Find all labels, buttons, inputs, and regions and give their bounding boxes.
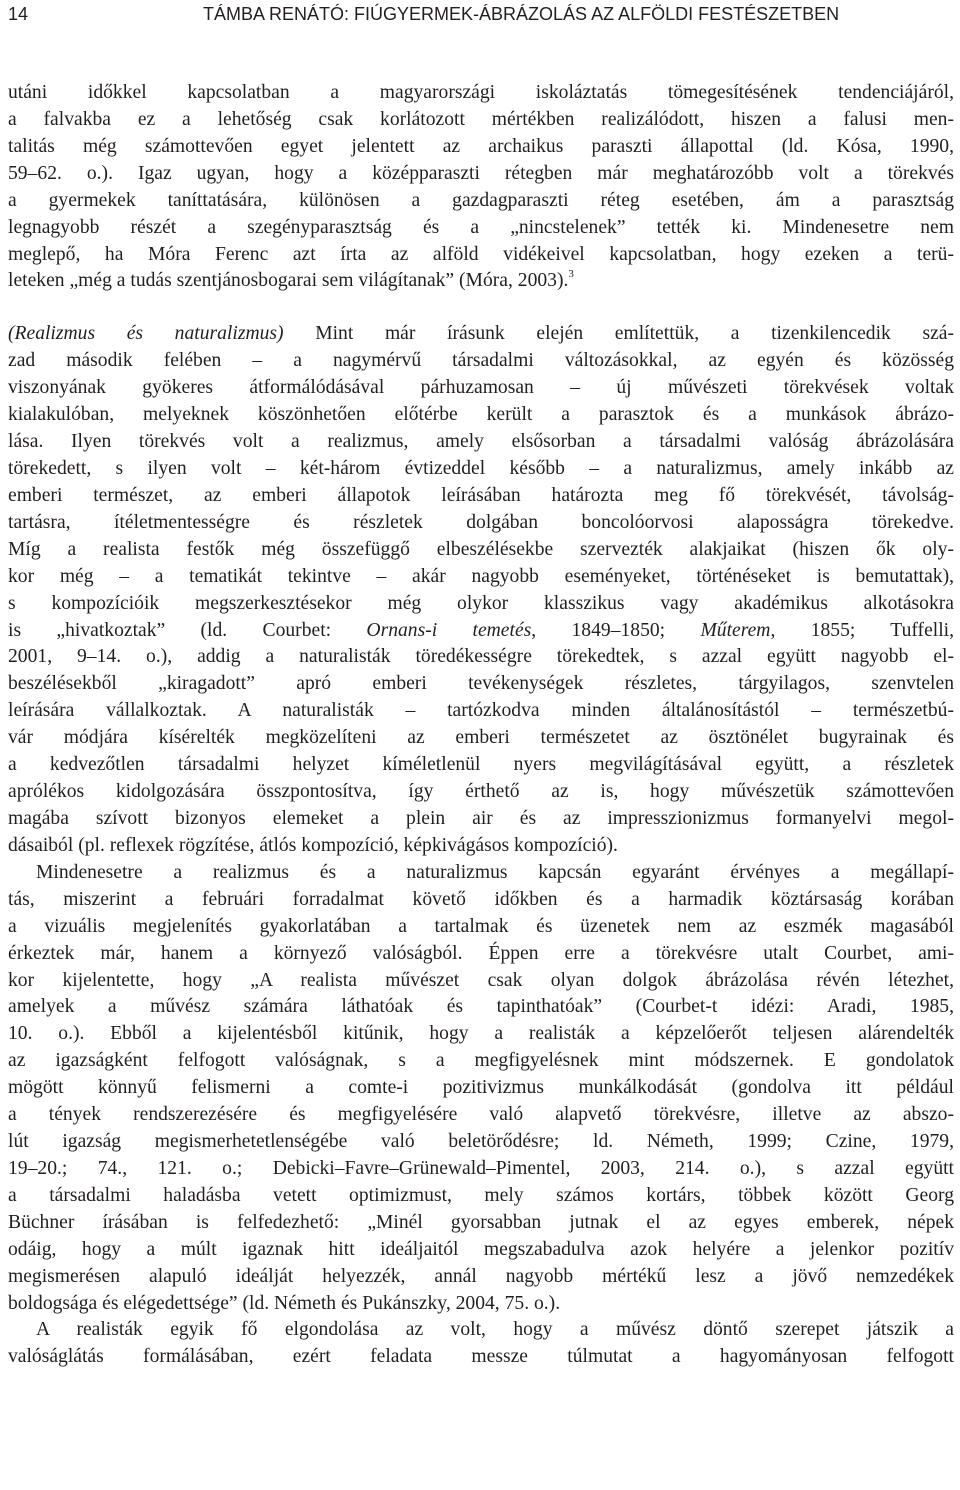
text-line: emberi természet, az emberi állapotok leírásában határozta meg fő törekvését, távolság- (8, 484, 954, 506)
text-line-content: , 1855; Tuffelli, (770, 619, 955, 641)
running-title: TÁMBA RENÁTÓ: FIÚGYERMEK-ÁBRÁZOLÁS AZ ALFÖLDI FESTÉSZETBEN (203, 4, 840, 24)
text-line: a tények rendszerezésére és megfigyelésére való alapvető törekvésre, illetve az abszo- (8, 1104, 954, 1126)
paragraph-3 (8, 860, 954, 1318)
text-line: 10. o.). Ebből a kijelentésből kitűnik, hogy a realisták a képzelőerőt teljesen alárendelték (8, 1023, 954, 1045)
text-line: lása. Ilyen törekvés volt a realizmus, amely elsősorban a társadalmi valóság ábrázolására (8, 431, 954, 453)
section-heading: (Realizmus és naturalizmus) (8, 323, 284, 345)
footnote-mark: 3 (568, 268, 574, 281)
text-line-content: Mint már írásunk elején említettük, a tizenkilencedik szá- (283, 323, 954, 345)
artwork-title: Műterem (700, 619, 771, 641)
text-line: beszélésekből „kiragadott” apró emberi tevékenységek részletes, tárgyilagos, szenvtelen (8, 673, 954, 695)
text-line: utáni időkkel kapcsolatban a magyarországi iskoláztatás tömegesítésének tendenciájáról, (8, 82, 954, 103)
text-line: magába szívott bizonyos elemeket a plein air és az impresszionizmus formanyelvi megol- (8, 807, 954, 829)
page-number: 14 (8, 4, 29, 24)
text-line: dásaiból (pl. reflexek rögzítése, átlós kompozíció, képkivágásos kompozíció). (8, 834, 618, 856)
text-line: amelyek a művész számára láthatóak és tapinthatóak” (Courbet-t idézi: Aradi, 1985, (8, 996, 954, 1018)
text-line: viszonyának gyökeres átformálódásával párhuzamosan – új művészeti törekvések voltak (8, 377, 954, 399)
text-line: kialakulóban, melyeknek köszönhetően előtérbe került a parasztok és a munkások ábrázo- (8, 404, 954, 426)
text-line: kor kijelentette, hogy „A realista művészet csak olyan dolgok ábrázolása révén létezhet, (8, 969, 954, 991)
text-line: mögött könnyű felismerni a comte-i pozitivizmus munkálkodását (gondolva itt például (8, 1077, 954, 1099)
text-line: 19–20.; 74., 121. o.; Debicki–Favre–Grünewald–Pimentel, 2003, 214. o.), s azzal együtt (8, 1157, 954, 1179)
text-line: törekedett, s ilyen volt – két-három évtizeddel később – a naturalizmus, amely inkább az (8, 457, 954, 479)
text-line: kor még – a tematikát tekintve – akár nagyobb eseményeket, történéseket is bemutattak), (8, 565, 954, 587)
text-line (8, 321, 954, 348)
text-line: legnagyobb részét a szegényparasztság és a „nincstelenek” tették ki. Mindenesetre nem (8, 216, 954, 238)
paragraph-2 (8, 321, 954, 859)
text-line-content: is „hivatkoztak” (ld. Courbet: (8, 619, 367, 641)
text-line (8, 618, 954, 645)
text-line: Mindenesetre a realizmus és a naturalizmus kapcsán egyaránt érvényes a megállapí- (36, 861, 954, 883)
text-line-content: leteken „még a tudás szentjánosbogarai sem világítanak” (Móra, 2003). (8, 270, 569, 292)
text-line: tartásra, ítéletmentességre és részletek dolgában boncolóorvosi alaposságra törekedve. (8, 511, 954, 533)
text-line: zad második felében – a nagymérvű társadalmi változásokkal, az egyén és közösség (8, 350, 954, 372)
text-line: lút igazság megismerhetetlenségébe való beletörődésre; ld. Németh, 1999; Czine, 1979, (8, 1131, 954, 1153)
text-line: leírására vállalkoztak. A naturalisták – tartózkodva minden általánosítástól – természetbú- (8, 700, 954, 722)
text-line: tás, miszerint a februári forradalmat követő időkben és a harmadik köztársaság korában (8, 888, 954, 910)
text-line: odáig, hogy a múlt igaznak hitt ideáljaitól megszabadulva azok helyére a jelenkor pozitív (8, 1238, 954, 1260)
text-line: meglepő, ha Móra Ferenc azt írta az alföld vidékeivel kapcsolatban, hogy ezeken a terü- (8, 243, 954, 265)
body-text (8, 80, 954, 1371)
text-line-content: , 1849–1850; (531, 619, 701, 641)
text-line: a kedvezőtlen társadalmi helyzet kíméletlenül nyers megvilágításával együtt, a részletek (8, 754, 954, 776)
paragraph-1 (8, 80, 954, 295)
text-line: A realisták egyik fő elgondolása az volt, hogy a művész döntő szerepet játszik a (36, 1319, 954, 1341)
text-line: 59–62. o.). Igaz ugyan, hogy a középparaszti rétegben már meghatározóbb volt a törekvés (8, 162, 954, 184)
text-line (8, 268, 954, 295)
text-line: a gyermekek taníttatására, különösen a gazdagparaszti réteg esetében, ám a parasztság (8, 189, 954, 211)
text-line: megismerésen alapuló ideálját helyezzék, annál nagyobb mértékű lesz a jövő nemzedékek (8, 1265, 954, 1287)
text-line: s kompozícióik megszerkesztésekor még olykor klasszikus vagy akadémikus alkotásokra (8, 592, 954, 614)
text-line: talitás még számottevően egyet jelentett az archaikus paraszti állapottal (ld. Kósa, 1990, (8, 135, 954, 157)
text-line: boldogsága és elégedettsége” (ld. Németh és Pukánszky, 2004, 75. o.). (8, 1292, 561, 1314)
running-header (8, 4, 958, 30)
text-line: Büchner írásában is felfedezhető: „Minél gyorsabban jutnak el az egyes emberek, népek (8, 1211, 954, 1233)
text-line: Míg a realista festők még összefüggő elbeszélésekbe szervezték alakjaikat (hiszen ők oly- (8, 538, 954, 560)
text-line: 2001, 9–14. o.), addig a naturalisták töredékességre törekedtek, s azzal együtt nagyobb el- (8, 646, 954, 668)
paragraph-gap (8, 295, 954, 321)
paragraph-4 (8, 1317, 954, 1371)
artwork-title: Ornans-i temetés (366, 619, 532, 641)
text-line: érkeztek már, hanem a környező valóságból. Éppen erre a törekvésre utalt Courbet, ami- (8, 942, 954, 964)
text-line: aprólékos kidolgozására összpontosítva, így érthető az is, hogy művészetük számottevően (8, 781, 954, 803)
text-line: az igazságként felfogott valóságnak, s a megfigyelésnek mint módszernek. E gondolatok (8, 1050, 954, 1072)
text-line: a vizuális megjelenítés gyakorlatában a tartalmak és üzenetek nem az eszmék magasából (8, 915, 954, 937)
text-line: a falvakba ez a lehetőség csak korlátozott mértékben realizálódott, hiszen a falusi men- (8, 108, 954, 130)
text-line: a társadalmi haladásba vetett optimizmust, mely számos kortárs, többek között Georg (8, 1184, 954, 1206)
text-line: valóságlátás formálásában, ezért feladata messze túlmutat a hagyományosan felfogott (8, 1346, 954, 1368)
text-line: vár módjára kísérelték megközelíteni az emberi természetet az ösztönélet bugyrainak és (8, 727, 954, 749)
